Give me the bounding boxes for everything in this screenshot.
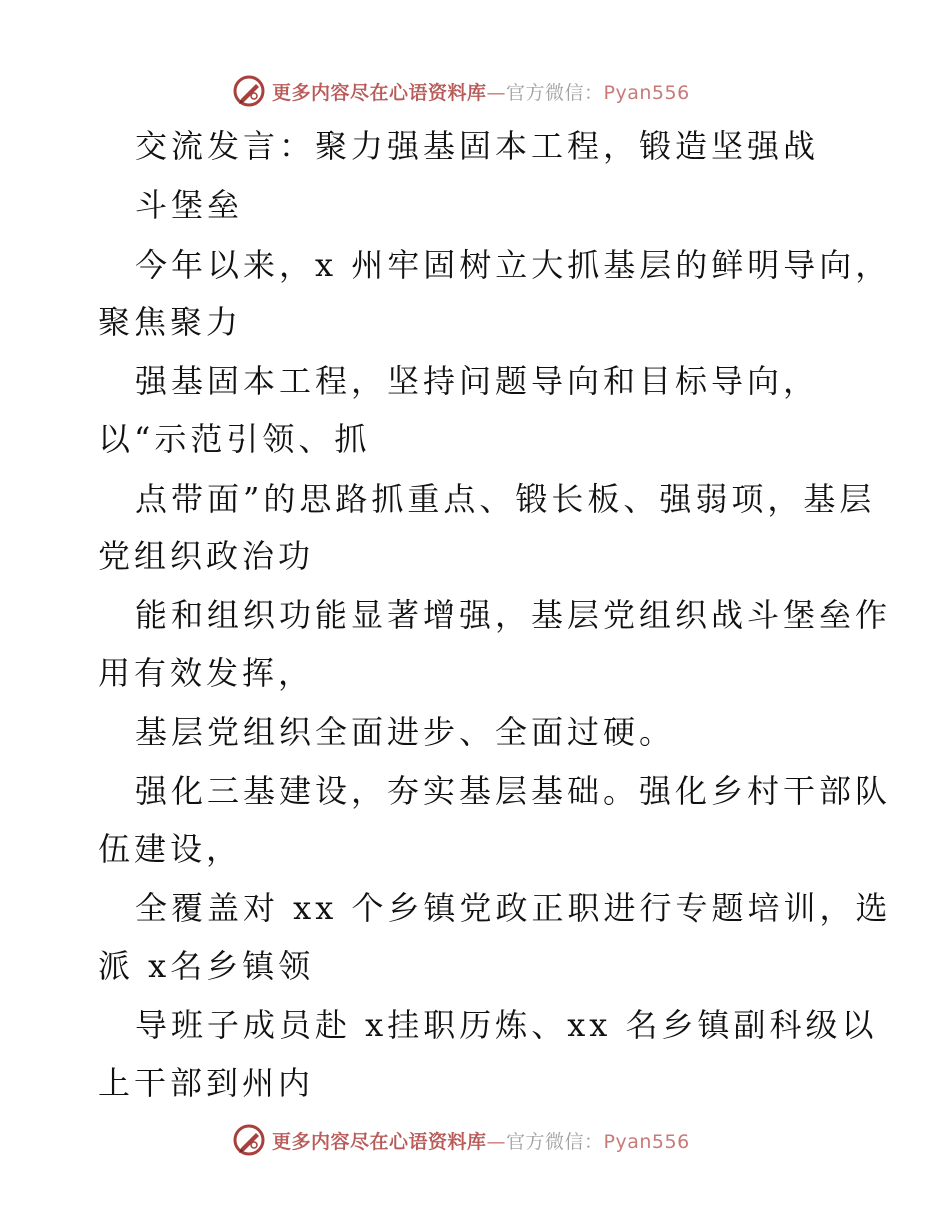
paragraph-line: 强化三基建设，夯实基层基础。强化乡村干部队	[135, 772, 892, 810]
header-wechat-id: Pyan556	[603, 81, 690, 104]
footer-wechat-id: Pyan556	[603, 1130, 690, 1153]
paragraph-line: 伍建设，	[98, 830, 243, 868]
footer-watermark-text	[272, 1127, 690, 1154]
paragraph-line: 上干部到州内	[98, 1064, 315, 1102]
paragraph-line: 能和组织功能显著增强，基层党组织战斗堡垒作	[135, 596, 892, 634]
header-watermark-text	[272, 78, 690, 105]
pen-logo-icon	[232, 1123, 266, 1157]
paragraph-line: 强基固本工程，坚持问题导向和目标导向，	[135, 362, 820, 400]
paragraph-line: 聚焦聚力	[98, 303, 243, 341]
paragraph-line: 全覆盖对 xx 个乡镇党政正职进行专题培训，选	[135, 889, 892, 927]
footer-dash: —	[486, 1130, 507, 1153]
header-watermark	[232, 73, 690, 109]
footer-watermark	[232, 1122, 690, 1158]
paragraph-line: 点带面”的思路抓重点、锻长板、强弱项，基层	[135, 480, 876, 518]
paragraph-line: 今年以来，x 州牢固树立大抓基层的鲜明导向，	[135, 246, 892, 284]
paragraph-line: 用有效发挥，	[98, 654, 315, 692]
header-dash: —	[486, 81, 507, 104]
paragraph-line: 以“示范引领、抓	[98, 420, 371, 458]
paragraph-line: 基层党组织全面进步、全面过硬。	[135, 713, 676, 751]
paragraph-line: 派 x名乡镇领	[98, 947, 315, 985]
paragraph-line: 党组织政治功	[98, 537, 315, 575]
doc-title-line-1: 交流发言：聚力强基固本工程，锻造坚强战	[135, 127, 820, 165]
doc-title-line-2: 斗堡垒	[135, 186, 244, 224]
pen-logo-icon	[232, 74, 266, 108]
header-site-text: 更多内容尽在心语资料库	[272, 81, 487, 104]
header-wechat-label: 官方微信：	[506, 81, 604, 104]
footer-site-text: 更多内容尽在心语资料库	[272, 1130, 487, 1153]
paragraph-line: 导班子成员赴 x挂职历炼、xx 名乡镇副科级以	[135, 1006, 878, 1044]
footer-wechat-label: 官方微信：	[506, 1130, 604, 1153]
